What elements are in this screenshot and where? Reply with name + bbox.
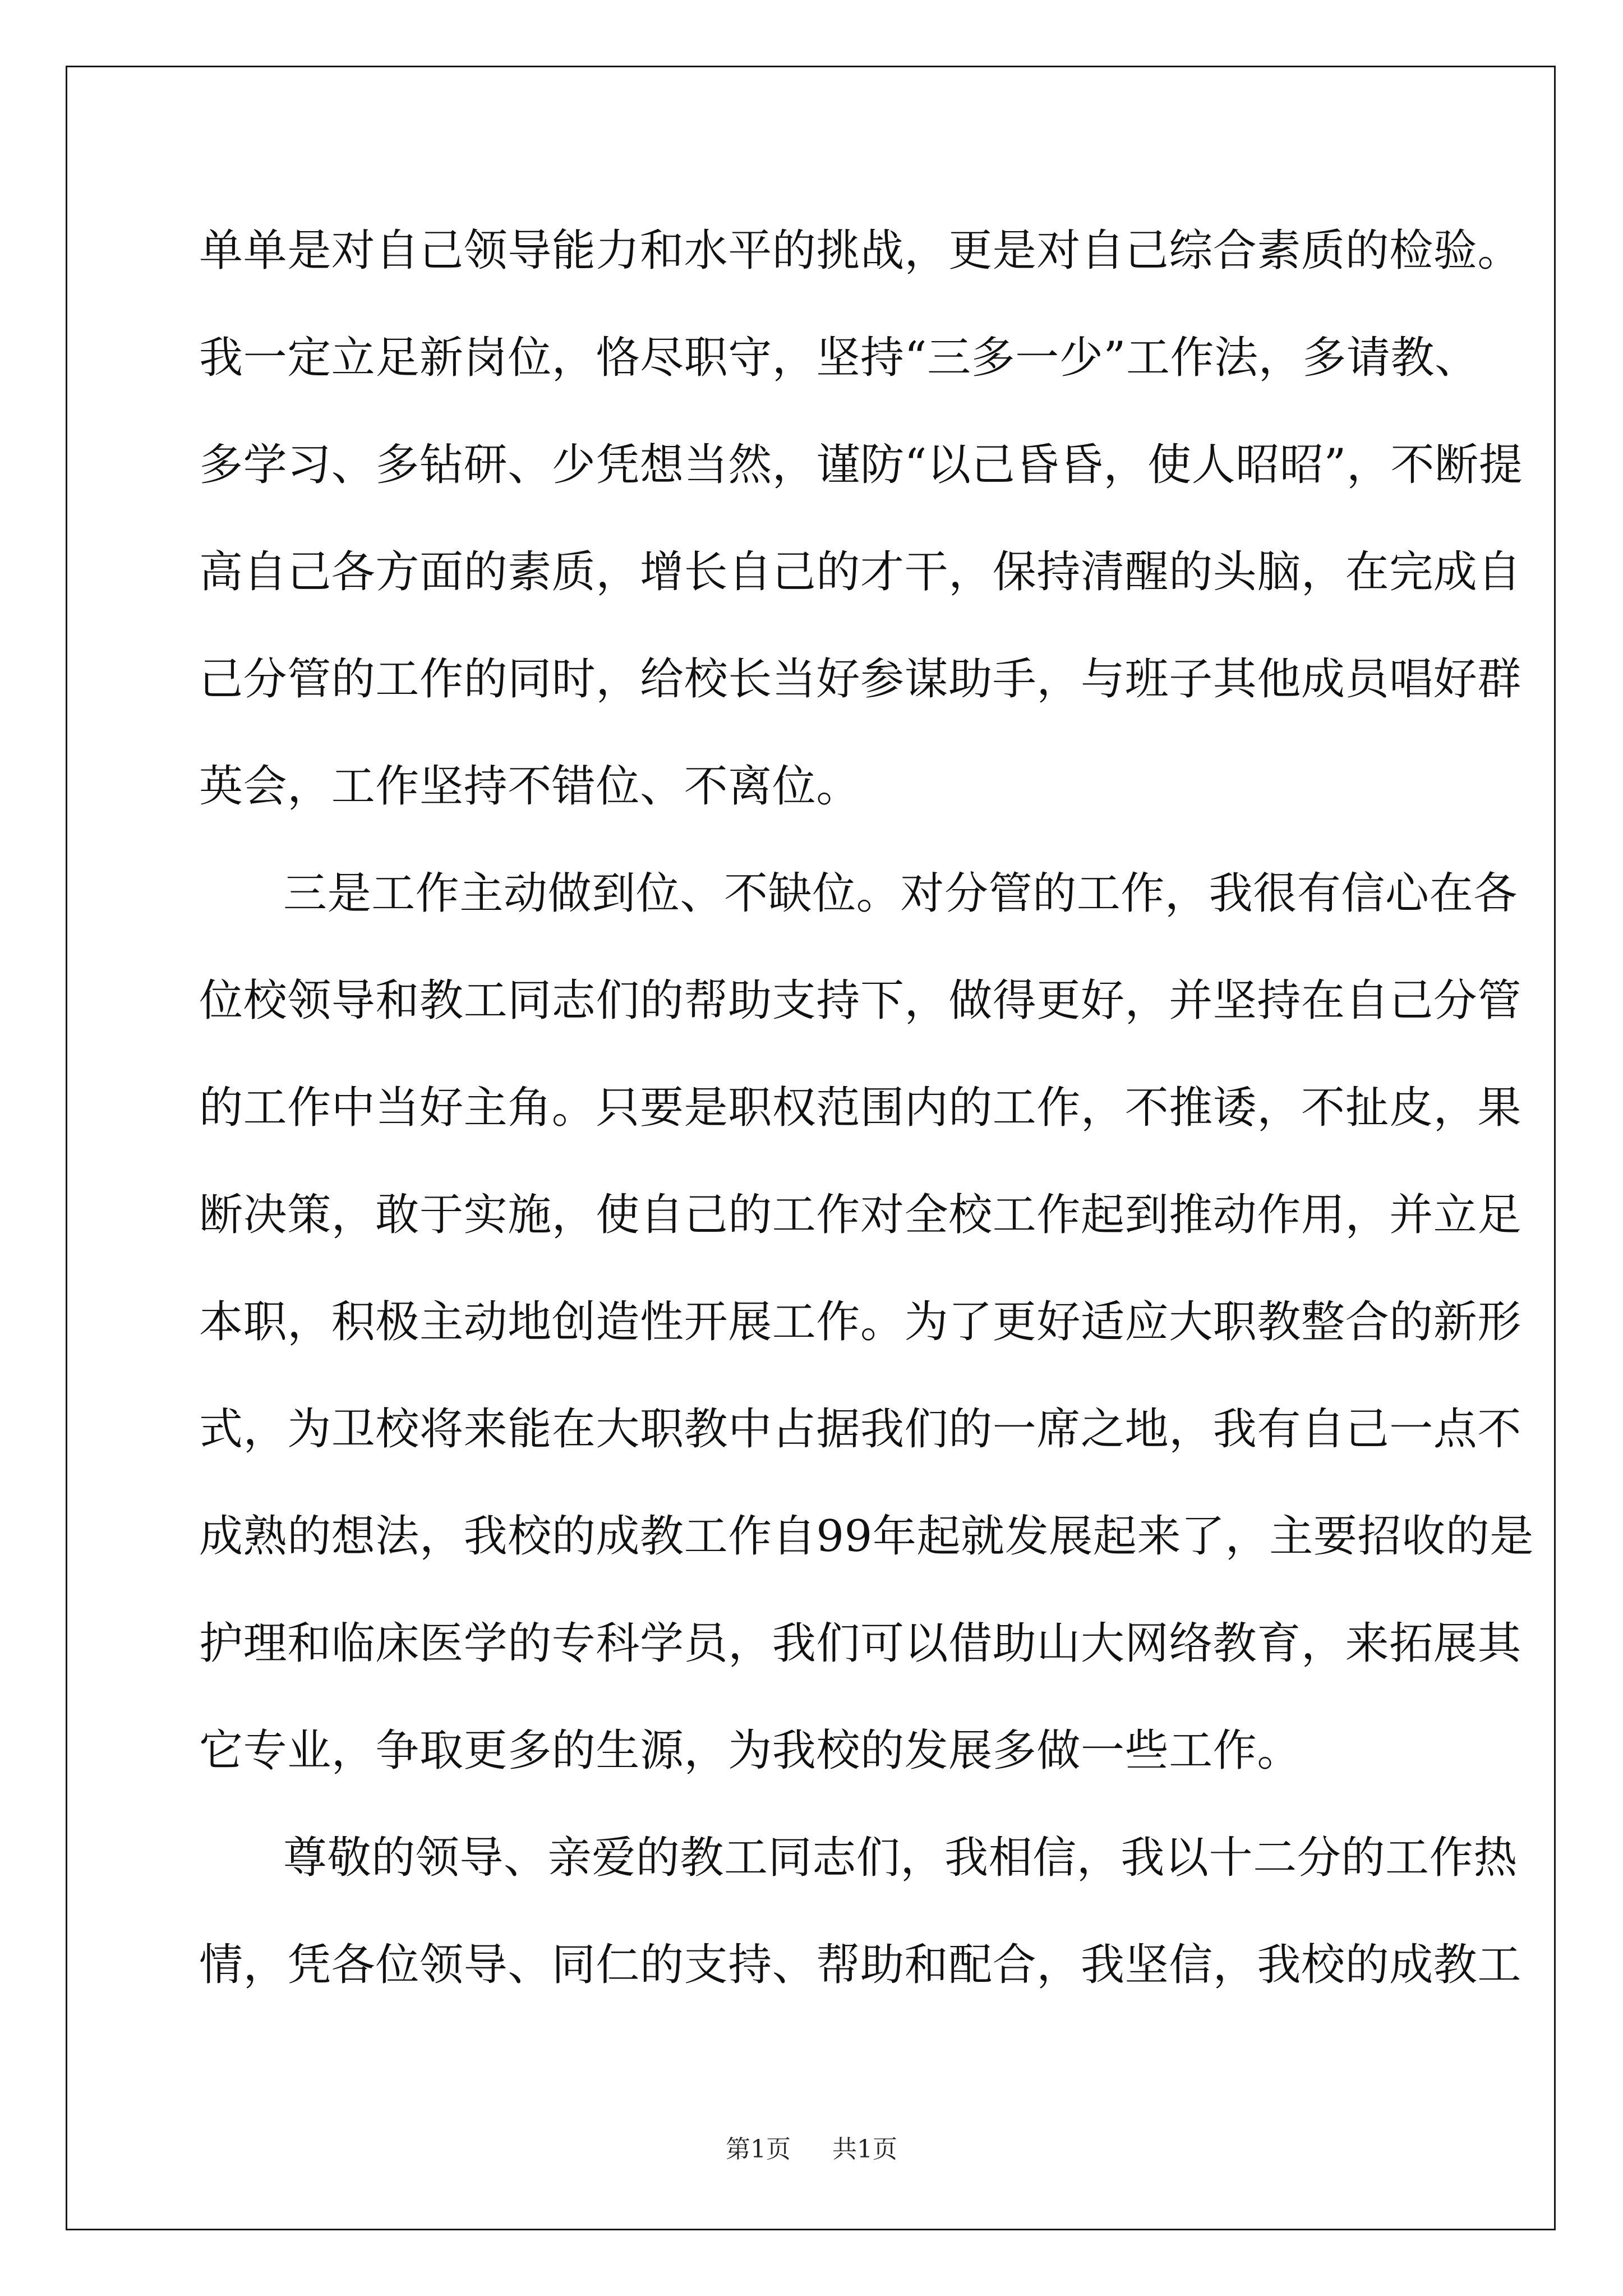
page-number-current: 第1页 — [726, 2135, 791, 2164]
text-line: 己分管的工作的同时，给校长当好参谋助手，与班子其他成员唱好群 — [199, 654, 1522, 705]
text-line: 护理和临床医学的专科学员，我们可以借助山大网络教育，来拓展其 — [199, 1618, 1522, 1669]
page-number-total: 共1页 — [832, 2135, 897, 2164]
text-line: 情，凭各位领导、同仁的支持、帮助和配合，我坚信，我校的成教工 — [199, 1940, 1522, 1990]
document-body — [199, 197, 1534, 2019]
text-line: 高自己各方面的素质，增长自己的才干，保持清醒的头脑，在完成自 — [199, 547, 1522, 597]
paragraph-start-line: 三是工作主动做到位、不缺位。对分管的工作，我很有信心在各 — [283, 868, 1518, 919]
text-line: 断决策，敢于实施，使自己的工作对全校工作起到推动作用，并立足 — [199, 1190, 1522, 1240]
page-footer — [0, 2129, 1623, 2165]
text-line: 的工作中当好主角。只要是职权范围内的工作，不推诿，不扯皮，果 — [199, 1083, 1522, 1133]
text-line: 位校领导和教工同志们的帮助支持下，做得更好，并坚持在自己分管 — [199, 976, 1522, 1026]
text-line: 我一定立足新岗位，恪尽职守，坚持“三多一少”工作法，多请教、 — [199, 333, 1479, 383]
text-line: 它专业，争取更多的生源，为我校的发展多做一些工作。 — [199, 1726, 1302, 1776]
text-line: 英会，工作坚持不错位、不离位。 — [199, 761, 861, 812]
text-line: 式，为卫校将来能在大职教中占据我们的一席之地，我有自己一点不 — [199, 1404, 1522, 1455]
text-line: 多学习、多钻研、少凭想当然，谨防“以己昏昏，使人昭昭”，不断提 — [199, 440, 1523, 490]
paragraph-start-line: 尊敬的领导、亲爱的教工同志们，我相信，我以十二分的工作热 — [283, 1833, 1518, 1883]
text-line: 单单是对自己领导能力和水平的挑战，更是对自己综合素质的检验。 — [199, 226, 1522, 276]
text-line: 本职，积极主动地创造性开展工作。为了更好适应大职教整合的新形 — [199, 1297, 1522, 1347]
text-line: 成熟的想法，我校的成教工作自99年起就发展起来了，主要招收的是 — [199, 1511, 1534, 1562]
